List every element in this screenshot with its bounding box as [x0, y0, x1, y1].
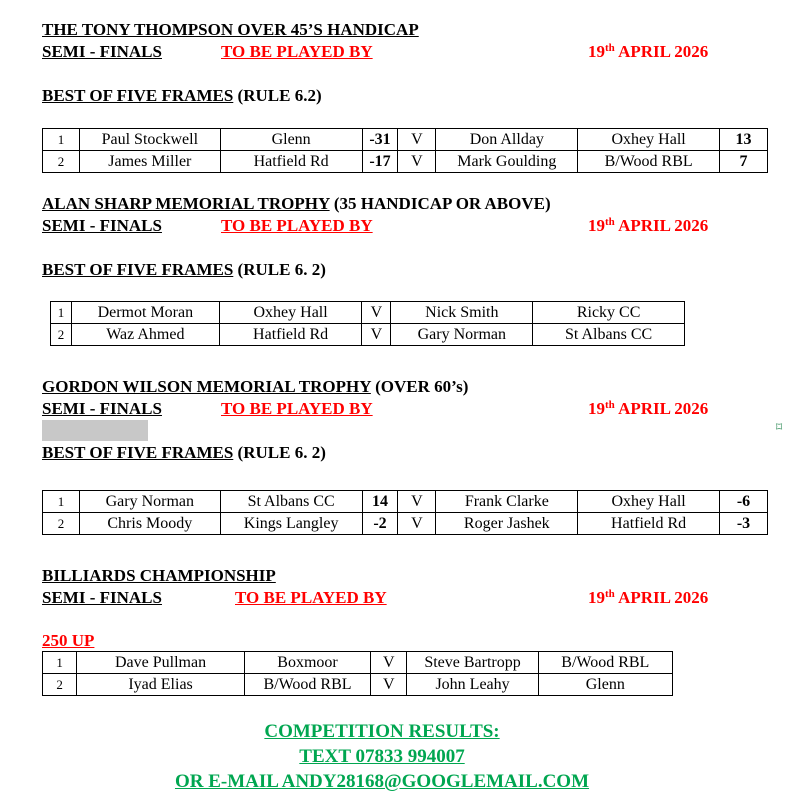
handicap-2: 7	[720, 151, 768, 173]
match-number: 1	[43, 491, 80, 513]
club-2: Ricky CC	[533, 302, 685, 324]
handicap-1: -31	[362, 129, 398, 151]
player-1: Paul Stockwell	[79, 129, 220, 151]
match-number: 1	[51, 302, 72, 324]
versus: V	[371, 652, 407, 674]
player-2: Roger Jashek	[436, 513, 578, 535]
player-1: Iyad Elias	[77, 674, 245, 696]
handicap-1: -2	[362, 513, 398, 535]
section3-table	[42, 490, 768, 535]
handicap-2: 13	[720, 129, 768, 151]
player-1: Waz Ahmed	[71, 324, 219, 346]
section1-format: BEST OF FIVE FRAMES (RULE 6.2)	[42, 86, 322, 105]
club-2: B/Wood RBL	[578, 151, 720, 173]
table-row	[43, 491, 768, 513]
club-2: Oxhey Hall	[578, 129, 720, 151]
club-1: B/Wood RBL	[244, 674, 370, 696]
section4-round: SEMI - FINALS	[42, 588, 162, 607]
player-1: James Miller	[79, 151, 220, 173]
section4-title: BILLIARDS CHAMPIONSHIP	[42, 566, 276, 585]
section3-round: SEMI - FINALS	[42, 399, 162, 418]
match-number: 1	[43, 652, 77, 674]
match-number: 2	[43, 513, 80, 535]
player-2: Mark Goulding	[436, 151, 578, 173]
section2-table	[50, 301, 685, 346]
section3-played-by: TO BE PLAYED BY	[221, 399, 373, 418]
club-2: Glenn	[538, 674, 672, 696]
footer-email: OR E-MAIL ANDY28168@GOOGLEMAIL.COM	[174, 771, 590, 792]
section1-title: THE TONY THOMPSON OVER 45’S HANDICAP	[42, 20, 419, 39]
match-number: 2	[51, 324, 72, 346]
club-1: Hatfield Rd	[219, 324, 362, 346]
section1-played-by: TO BE PLAYED BY	[221, 42, 373, 61]
club-1: Oxhey Hall	[219, 302, 362, 324]
section2-played-by: TO BE PLAYED BY	[221, 216, 373, 235]
section3-format: BEST OF FIVE FRAMES (RULE 6. 2)	[42, 443, 326, 462]
club-2: Oxhey Hall	[578, 491, 720, 513]
versus: V	[398, 491, 436, 513]
match-number: 2	[43, 674, 77, 696]
section4-table	[42, 651, 673, 696]
versus: V	[371, 674, 407, 696]
comment-anchor-icon[interactable]: ⌑	[776, 420, 783, 434]
versus: V	[398, 129, 436, 151]
handicap-1: 14	[362, 491, 398, 513]
table-row	[43, 129, 768, 151]
versus: V	[398, 513, 436, 535]
section4-format: 250 UP	[42, 631, 95, 650]
footer-results-heading: COMPETITION RESULTS:	[264, 721, 500, 742]
table-row	[51, 324, 685, 346]
section2-format: BEST OF FIVE FRAMES (RULE 6. 2)	[42, 260, 326, 279]
player-2: John Leahy	[407, 674, 538, 696]
club-1: Boxmoor	[244, 652, 370, 674]
section4-date: 19th APRIL 2026	[588, 588, 709, 607]
club-2: B/Wood RBL	[538, 652, 672, 674]
club-2: Hatfield Rd	[578, 513, 720, 535]
section2-title: ALAN SHARP MEMORIAL TROPHY (35 HANDICAP OR ABOVE)	[42, 194, 551, 213]
section2-date: 19th APRIL 2026	[588, 216, 709, 235]
handicap-2: -3	[720, 513, 768, 535]
footer-text-number: TEXT 07833 994007	[299, 746, 465, 767]
player-2: Gary Norman	[391, 324, 533, 346]
table-row	[43, 674, 673, 696]
section3-date: 19th APRIL 2026	[588, 399, 709, 418]
table-row	[51, 302, 685, 324]
club-1: St Albans CC	[220, 491, 362, 513]
section3-title: GORDON WILSON MEMORIAL TROPHY (OVER 60’s)	[42, 377, 469, 396]
section4-played-by: TO BE PLAYED BY	[235, 588, 387, 607]
versus: V	[362, 324, 391, 346]
section2-round: SEMI - FINALS	[42, 216, 162, 235]
match-number: 1	[43, 129, 80, 151]
club-1: Hatfield Rd	[220, 151, 362, 173]
player-2: Don Allday	[436, 129, 578, 151]
player-2: Steve Bartropp	[407, 652, 538, 674]
table-row	[43, 513, 768, 535]
player-2: Nick Smith	[391, 302, 533, 324]
handicap-1: -17	[362, 151, 398, 173]
table-row	[43, 151, 768, 173]
match-number: 2	[43, 151, 80, 173]
versus: V	[398, 151, 436, 173]
club-2: St Albans CC	[533, 324, 685, 346]
player-1: Chris Moody	[79, 513, 220, 535]
player-1: Dermot Moran	[71, 302, 219, 324]
handicap-2: -6	[720, 491, 768, 513]
table-row	[43, 652, 673, 674]
player-1: Gary Norman	[79, 491, 220, 513]
club-1: Kings Langley	[220, 513, 362, 535]
versus: V	[362, 302, 391, 324]
section1-table	[42, 128, 768, 173]
player-2: Frank Clarke	[436, 491, 578, 513]
section1-round: SEMI - FINALS	[42, 42, 162, 61]
highlight-block	[42, 420, 148, 441]
player-1: Dave Pullman	[77, 652, 245, 674]
club-1: Glenn	[220, 129, 362, 151]
section1-date: 19th APRIL 2026	[588, 42, 709, 61]
